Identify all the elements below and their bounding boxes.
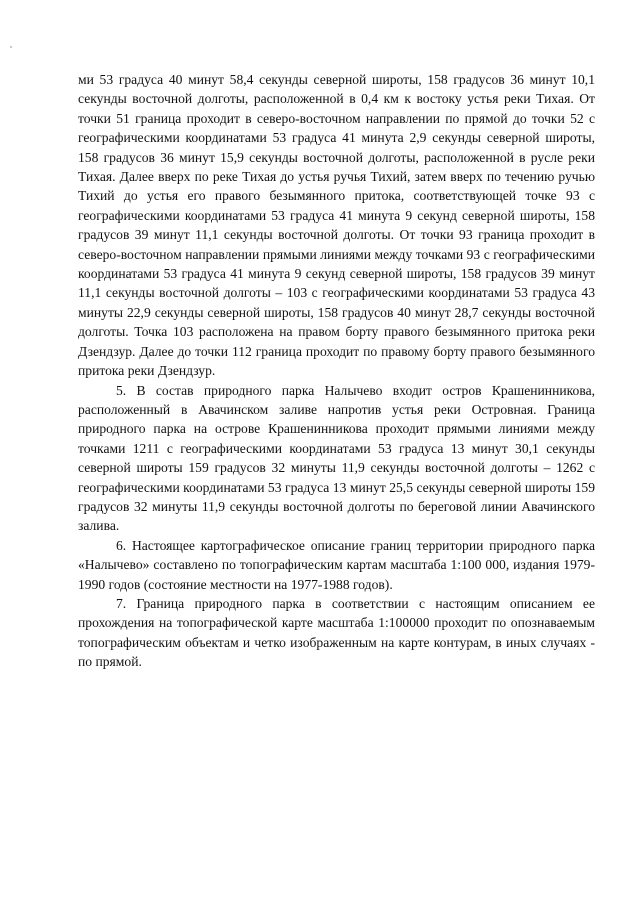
scan-speck <box>10 46 12 48</box>
paragraph-item-5: 5. В состав природного парка Налычево входит остров Крашенинникова, расположенный в Авачинском заливе напротив устья реки Островная. Граница природного парка на острове Крашенинникова проходит прямыми линиями между точками 1211 с географическими координатами 53 градуса 13 минут 30,1 секунды северной широты 159 градусов 32 минуты 11,9 секунды восточной долготы – 1262 с географическими координатами 53 градуса 13 минут 25,5 секунды северной широты 159 градусов 32 минуты 11,9 секунды восточной долготы по береговой линии Авачинского залива. <box>78 382 595 534</box>
paragraph-continuation: ми 53 градуса 40 минут 58,4 секунды северной широты, 158 градусов 36 минут 10,1 секунды восточной долготы, расположенной в 0,4 км к востоку устья реки Тихая. От точки 51 граница проходит в северо-восточном направлении по прямой до точки 52 с географическими координатами 53 градуса 41 минута 2,9 секунды северной широты, 158 градусов 36 минут 15,9 секунды восточной долготы, расположенной в русле реки Тихая. Далее вверх по реке Тихая до устья ручья Тихий, затем вверх по течению ручью Тихий до устья его правого безымянного притока, соответствующей точке 93 с географическими координатами 53 градуса 41 минута 9 секунд северной широты, 158 градусов 39 минут 11,1 секунды восточной долготы. От точки 93 граница проходит в северо-восточном направлении прямыми линиями между точками 93 с географическими координатами 53 градуса 41 минута 9 секунд северной широты, 158 градусов 39 минут 11,1 секунды восточной долготы – 103 с географическими координатами 53 градуса 43 минуты 22,9 секунды северной широты, 158 градусов 40 минут 28,7 секунды восточной долготы. Точка 103 расположена на правом борту правого безымянного притока реки Дзендзур. Далее до точки 112 граница проходит по правому борту правого безымянного притока реки Дзендзур. <box>78 72 595 379</box>
document-body <box>78 70 595 672</box>
paragraph-item-6: 6. Настоящее картографическое описание границ территории природного парка «Налычево» составлено по топографическим картам масштаба 1:100 000, издания 1979-1990 годов (состояние местности на 1977-1988 годов). <box>78 537 595 592</box>
paragraph-item-7: 7. Граница природного парка в соответствии с настоящим описанием ее прохождения на топографической карте масштаба 1:100000 проходит по опознаваемым топографическим объектам и четко изображенным на карте контурам, в иных случаях - по прямой. <box>78 595 595 670</box>
